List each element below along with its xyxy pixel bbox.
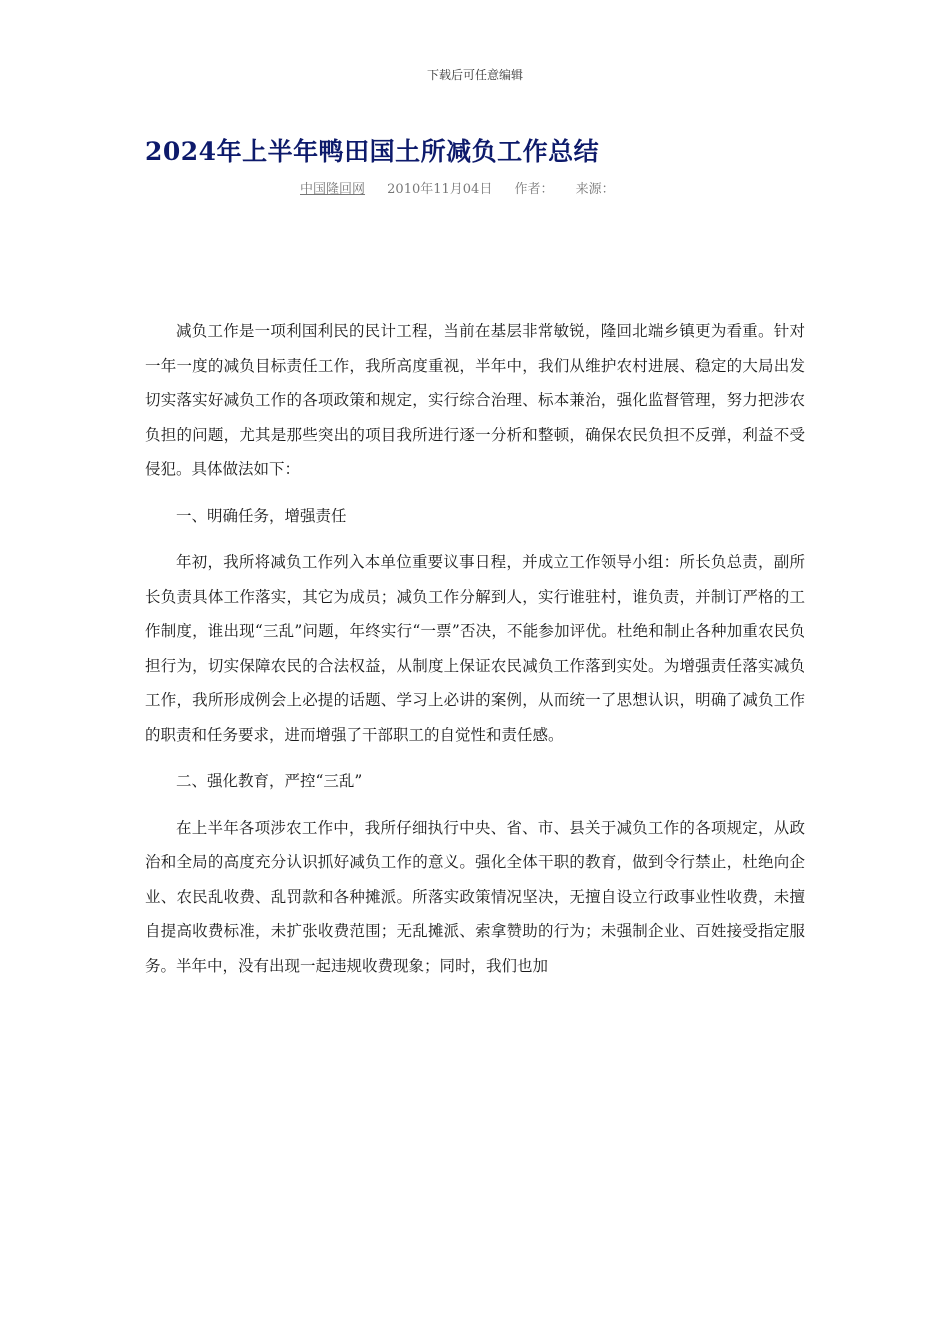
section-heading: 一、明确任务，增强责任	[176, 506, 347, 525]
source-site-link[interactable]: 中国隆回网	[300, 182, 366, 197]
body-paragraph: 在上半年各项涉农工作中，我所仔细执行中央、省、市、县关于减负工作的各项规定，从政治和全局的高度充分认识抓好减负工作的意义。强化全体干职的教育，做到令行禁止，杜绝向企业、农民乱收费、乱罚款和各种摊派。所落实政策情况坚决，无擅自设立行政事业性收费，未擅自提高收费标准，未扩张收费范围；无乱摊派、索拿赞助的行为；未强制企业、百姓接受指定服务。半年中，没有出现一起违规收费现象；同时，我们也加	[145, 818, 805, 975]
header-note: 下载后可任意编辑	[426, 68, 523, 82]
document-title: 2024年上半年鸭田国土所减负工作总结	[145, 137, 600, 166]
author-label: 作者：	[514, 182, 554, 197]
document-body	[145, 314, 805, 995]
body-paragraph: 年初，我所将减负工作列入本单位重要议事日程，并成立工作领导小组：所长负总责，副所长负责具体工作落实，其它为成员；减负工作分解到人，实行谁驻村，谁负责，并制订严格的工作制度，谁出现“三乱”问题，年终实行“一票”否决，不能参加评优。杜绝和制止各种加重农民负担行为，切实保障农民的合法权益，从制度上保证农民减负工作落到实处。为增强责任落实减负工作，我所形成例会上必提的话题、学习上必讲的案例，从而统一了思想认识，明确了减负工作的职责和任务要求，进而增强了干部职工的自觉性和责任感。	[145, 553, 805, 744]
section-heading: 二、强化教育，严控“三乱”	[176, 772, 363, 790]
publish-date: 2010年11月04日	[387, 182, 493, 197]
body-paragraph: 减负工作是一项利国利民的民计工程，当前在基层非常敏锐，隆回北端乡镇更为看重。针对一年一度的减负目标责任工作，我所高度重视，半年中，我们从维护农村进展、稳定的大局出发切实落实好减负工作的各项政策和规定，实行综合治理、标本兼治，强化监督管理，努力把涉农负担的问题，尤其是那些突出的项目我所进行逐一分析和整顿，确保农民负担不反弹，利益不受侵犯。具体做法如下：	[145, 322, 805, 478]
article-meta	[300, 178, 633, 197]
origin-label: 来源：	[575, 182, 615, 197]
